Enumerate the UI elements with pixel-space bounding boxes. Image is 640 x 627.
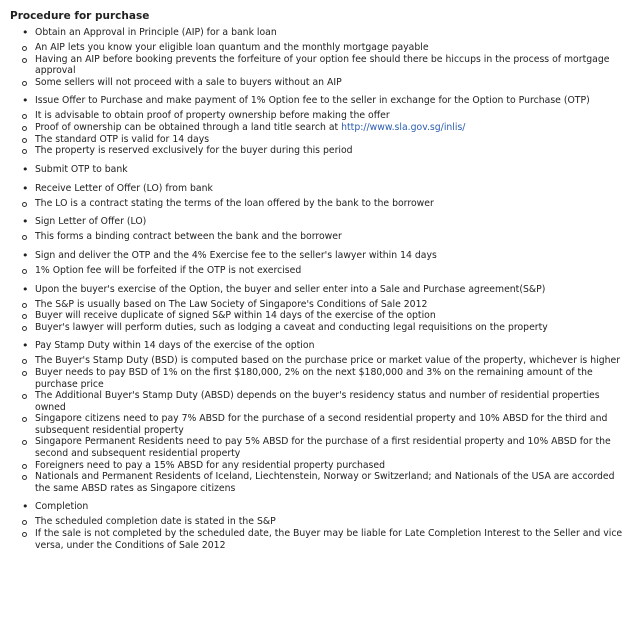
substep-item: It is advisable to obtain proof of property ownership before making the offer [10, 110, 632, 122]
substep-item: The S&P is usually based on The Law Society of Singapore's Conditions of Sale 2012 [10, 299, 632, 311]
substeps-list [35, 42, 632, 88]
steps-list [10, 27, 632, 551]
substep-item: The Buyer's Stamp Duty (BSD) is computed based on the purchase price or market value of the property, whichever is higher [10, 355, 632, 367]
substep-item: Buyer's lawyer will perform duties, such as lodging a caveat and conducting legal requisitions on the property [10, 322, 632, 334]
substeps-list [35, 516, 632, 551]
step-item [10, 284, 632, 334]
substep-item: Having an AIP before booking prevents the forfeiture of your option fee should there be hiccups in the process of mortgage approval [10, 54, 632, 77]
substep-item: Nationals and Permanent Residents of Iceland, Liechtenstein, Norway or Switzerland; and Nationals of the USA are accorded the same ABSD rates as Singapore citizens [10, 471, 632, 494]
step-item [10, 340, 632, 494]
step-item [10, 501, 632, 551]
substep-item: Foreigners need to pay a 15% ABSD for any residential property purchased [10, 460, 632, 472]
substep-item: An AIP lets you know your eligible loan quantum and the monthly mortgage payable [10, 42, 632, 54]
step-item [10, 250, 632, 277]
step-label: Upon the buyer's exercise of the Option, the buyer and seller enter into a Sale and Purchase agreement(S&P) [35, 283, 546, 295]
step-item [10, 95, 632, 156]
substep-text: Proof of ownership can be obtained through a land title search at [35, 121, 342, 133]
substep-item: Singapore Permanent Residents need to pay 5% ABSD for the purchase of a first residential property and 10% ABSD for the second and subsequent residential property [10, 436, 632, 459]
step-label: Sign Letter of Offer (LO) [35, 216, 147, 228]
sla-inlis-link[interactable]: http://www.sla.gov.sg/inlis/ [341, 121, 466, 133]
step-label: Submit OTP to bank [35, 163, 128, 175]
substep-item: The scheduled completion date is stated in the S&P [10, 516, 632, 528]
substep-item: Some sellers will not proceed with a sale to buyers without an AIP [10, 77, 632, 89]
substeps-list [35, 299, 632, 334]
substep-item: The property is reserved exclusively for the buyer during this period [10, 145, 632, 157]
step-label: Receive Letter of Offer (LO) from bank [35, 182, 213, 194]
substeps-list [35, 355, 632, 494]
step-label: Sign and deliver the OTP and the 4% Exercise fee to the seller's lawyer within 14 days [35, 249, 437, 261]
substep-item: Singapore citizens need to pay 7% ABSD for the purchase of a second residential property and 10% ABSD for the third and subsequent residential property [10, 413, 632, 436]
substep-item: The LO is a contract stating the terms of the loan offered by the bank to the borrower [10, 198, 632, 210]
substep-item: If the sale is not completed by the scheduled date, the Buyer may be liable for Late Completion Interest to the Seller and vice versa, under the Conditions of Sale 2012 [10, 528, 632, 551]
substep-item: Buyer needs to pay BSD of 1% on the first $180,000, 2% on the next $180,000 and 3% on the remaining amount of the purchase price [10, 367, 632, 390]
substep-item: The standard OTP is valid for 14 days [10, 134, 632, 146]
substeps-list [35, 198, 632, 210]
step-label: Issue Offer to Purchase and make payment of 1% Option fee to the seller in exchange for the Option to Purchase (OTP) [35, 95, 590, 107]
step-label: Completion [35, 501, 89, 513]
step-item [10, 183, 632, 210]
step-label: Obtain an Approval in Principle (AIP) for a bank loan [35, 27, 277, 38]
substeps-list [35, 231, 632, 243]
page-title: Procedure for purchase [10, 10, 150, 22]
substep-item [10, 122, 632, 134]
step-label: Pay Stamp Duty within 14 days of the exercise of the option [35, 340, 315, 352]
substeps-list [35, 265, 632, 277]
substep-item: This forms a binding contract between the bank and the borrower [10, 231, 632, 243]
substeps-list [35, 110, 632, 156]
step-item [10, 216, 632, 243]
substep-item: Buyer will receive duplicate of signed S&P within 14 days of the exercise of the option [10, 310, 632, 322]
substep-item: The Additional Buyer's Stamp Duty (ABSD) depends on the buyer's residency status and number of residential properties owned [10, 390, 632, 413]
step-item [10, 27, 632, 88]
step-item [10, 164, 632, 176]
substep-item: 1% Option fee will be forfeited if the OTP is not exercised [10, 265, 632, 277]
